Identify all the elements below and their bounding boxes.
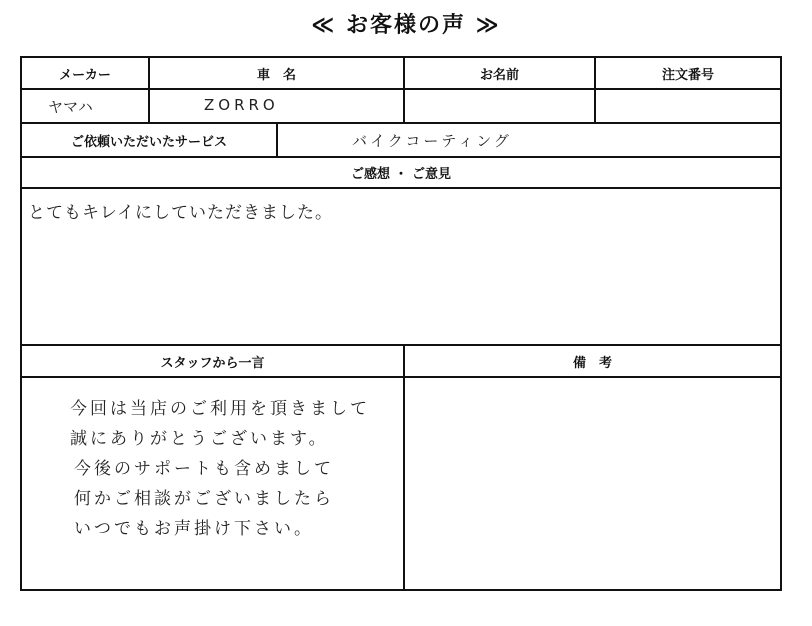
divider (403, 344, 405, 589)
staff-comment-line: 今回は当店のご利用を頂きまして (70, 399, 370, 419)
staff-comment-line: 誠にありがとうございます。 (70, 429, 329, 449)
divider (276, 122, 278, 156)
service-value: バイクコーティング (352, 132, 512, 150)
car-name-value: ZORRO (204, 96, 279, 114)
impressions-label: ご感想 ・ ご意見 (350, 167, 452, 182)
maker-value: ヤマハ (48, 98, 93, 116)
staff-comment-label: スタッフから一言 (160, 355, 265, 371)
impressions-text: とてもキレイにしていただきました。 (28, 203, 333, 223)
customer-name-header: お名前 (479, 67, 519, 83)
car-name-header: 車 名 (256, 67, 296, 83)
order-number-header: 注文番号 (661, 67, 714, 83)
divider (22, 376, 780, 378)
maker-header: メーカー (59, 67, 111, 83)
page-title: ≪ お客様の声 ≫ (311, 13, 501, 38)
staff-comment-line: いつでもお声掛け下さい。 (74, 519, 314, 539)
customer-voice-form (20, 56, 782, 591)
remarks-label: 備 考 (572, 355, 612, 371)
divider (22, 88, 780, 90)
divider (22, 187, 780, 189)
staff-comment-line: 何かご相談がございましたら (74, 489, 334, 509)
staff-comment-line: 今後のサポートも含めまして (74, 459, 334, 479)
service-label: ご依頼いただいたサービス (70, 134, 227, 150)
